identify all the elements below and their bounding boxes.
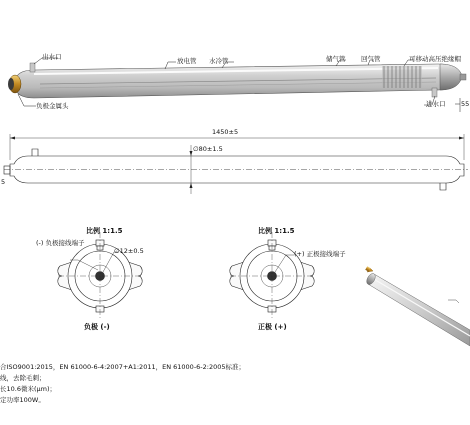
length-dimension: 1450±5 [212,128,239,136]
return-gas-coil [382,66,422,88]
label-outlet-water: 出水口 [42,53,62,61]
technical-notes [0,362,245,406]
neg-terminal-label: (-) 负极接线端子 [36,239,85,247]
note-line: 合ISO9001:2015，EN 61000-6-4:2007+A1:2011，EN 61000-6-2:2005标准； [0,363,246,371]
neg-diameter-label: ∅12±0.5 [114,247,144,255]
label-inlet-water: 进水口 [426,100,446,108]
label-water-cooling-tube: 水冷管 [209,57,229,65]
note-line: 线，去除毛刺； [0,374,46,382]
label-gas-storage-tube: 储气管 [326,55,346,63]
pos-terminal-label: (+) 正极接线端子 [294,250,346,258]
right-end-cap [440,64,462,90]
note-line: 长10.6微米(μm)； [0,385,57,393]
label-discharge-tube: 放电管 [177,57,197,65]
diameter-dimension: ∅80±1.5 [193,145,223,153]
inlet-nozzle [432,88,437,97]
outlet-nozzle [30,63,35,72]
label-hv-cap: 可移动高压绝缘帽 [409,55,461,63]
left-dimension: 5 [1,178,6,186]
label-return-gas-tube: 回气管 [361,55,381,63]
note-line: 定功率100W。 [0,396,45,404]
neg-caption: 负极 (-) [84,323,110,331]
pos-scale-label: 比例 1:1.5 [258,227,295,235]
side-outline-view [4,134,468,194]
tube-detail-perspective [365,266,470,346]
neg-scale-label: 比例 1:1.5 [86,227,123,235]
pos-caption: 正极 (+) [258,323,287,331]
label-inlet-dim: 55 [461,100,470,108]
positive-end-view [230,232,314,318]
right-electrode-stub [460,74,466,80]
label-neg-metal-head: 负极金属头 [36,102,69,110]
